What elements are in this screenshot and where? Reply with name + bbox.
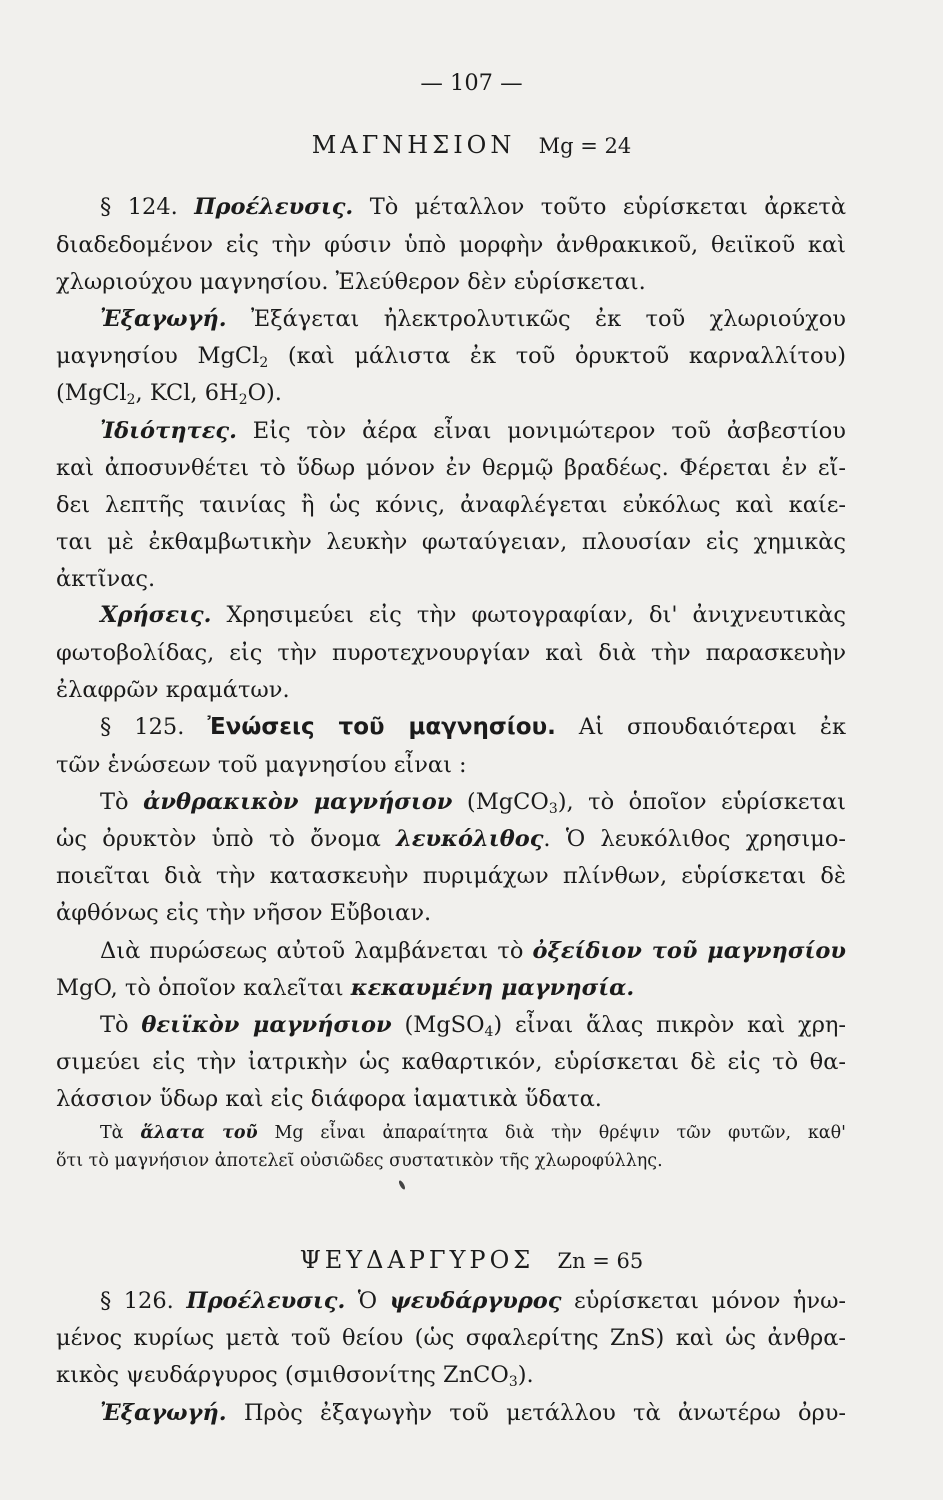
text: Τὸ μέταλλον τοῦτο εὑρίσκεται ἀρκετὰ [369, 194, 847, 220]
zinc-exagogi-line-1 [100, 1402, 846, 1425]
carbonate-line-2 [56, 828, 846, 851]
section-heading-zinc [0, 1248, 943, 1272]
text: Τὸ [100, 1012, 142, 1038]
note-line-2: ὅτι τὸ μαγνήσιον ἀποτελεῖ οὐσιῶδες συστατικὸν τῆς χλωροφύλλης. [56, 1151, 663, 1171]
subheading: Ἰδιότητες. [100, 418, 237, 444]
carbonate-line-3: ποιεῖται διὰ τὴν κατασκευὴν πυριμάχων πλίνθων, εὑρίσκεται δὲ [56, 863, 846, 889]
text: ὡς ὀρυκτὸν ὑπὸ τὸ ὄνομα [56, 826, 397, 852]
text: Ἐξάγεται ἠλεκτρολυτικῶς ἐκ τοῦ χλωριούχου [251, 306, 846, 332]
paragraph-124-line-2: διαδεδομένον εἰς τὴν φύσιν ὑπὸ μορφὴν ἀνθρακικοῦ, θειϊκοῦ καὶ [56, 232, 846, 258]
chriseis-line-2: φωτοβολίδας, εἰς τὴν πυροτεχνουργίαν καὶ διὰ τὴν παρασκευὴν [56, 640, 846, 666]
text: Τὸ [100, 789, 144, 815]
term: ὀξείδιον τοῦ μαγνησίου [532, 938, 846, 964]
text: (MgCO [466, 789, 549, 815]
subscript: 3 [508, 1374, 518, 1391]
idiotites-line-5: ἀκτῖνας. [56, 566, 156, 592]
term: θειϊκὸν μαγνήσιον [141, 1012, 392, 1038]
text: Mg εἶναι ἀπαραίτητα διὰ τὴν θρέψιν τῶν φυτῶν, καθ' [274, 1123, 846, 1143]
ink-speck [398, 1180, 406, 1191]
exagogi-line-2 [56, 343, 846, 372]
oxide-line-2 [56, 977, 846, 1000]
text: κικὸς ψευδάργυρος (σμιθσονίτης ZnCO [56, 1362, 509, 1388]
subheading: Ἐνώσεις τοῦ μαγνησίου. [207, 714, 556, 740]
term: ψευδάργυρος [389, 1288, 562, 1314]
subscript: 2 [259, 355, 269, 372]
text: (MgSO [404, 1012, 485, 1038]
text: μαγνησίου MgCl [56, 343, 260, 369]
idiotites-line-2: καὶ ἀποσυνθέτει τὸ ὕδωρ μόνον ἐν θερμῷ βραδέως. Φέρεται ἐν εἴ- [56, 455, 846, 481]
section-heading-magnesium [0, 133, 943, 157]
chriseis-line-1 [100, 604, 846, 627]
subscript: 2 [238, 392, 248, 409]
paragraph-126-line-1 [100, 1290, 846, 1313]
text: ) εἶναι ἅλας πικρὸν καὶ χρη- [493, 1012, 847, 1038]
idiotites-line-3: δει λεπτῆς ταινίας ἢ ὡς κόνις, ἀναφλέγεται εὐκόλως καὶ καίε- [56, 492, 846, 518]
text: Διὰ πυρώσεως αὐτοῦ λαμβάνεται τὸ [100, 938, 533, 964]
section-number: § 125. [100, 714, 185, 740]
paragraph-125-line-1 [100, 716, 846, 739]
text: Πρὸς ἐξαγωγὴν τοῦ μετάλλου τὰ ἀνωτέρω ὀρυ- [243, 1400, 846, 1426]
subscript: 3 [548, 801, 558, 818]
sulfate-line-1 [100, 1012, 847, 1041]
text: Τὰ [100, 1123, 141, 1143]
text: . Ὁ λευκόλιθος χρησιμο- [543, 826, 846, 852]
oxide-line-1 [100, 940, 846, 963]
note-line-1 [100, 1125, 846, 1143]
text: εὑρίσκεται μόνον ἡνω- [561, 1288, 847, 1314]
paragraph-124-line-1 [100, 196, 846, 219]
heading-formula: Mg = 24 [538, 134, 632, 158]
term: λευκόλιθος [396, 826, 544, 852]
text: Χρησιμεύει εἰς τὴν φωτογραφίαν, δι' ἀνιχνευτικὰς [226, 602, 847, 628]
heading-title: ΜΑΓΝΗΣΙΟΝ [311, 131, 516, 159]
text: (MgCl [56, 380, 127, 406]
section-number: § 126. [100, 1288, 174, 1314]
term: ἀνθρακικὸν μαγνήσιον [143, 789, 453, 815]
exagogi-line-1 [100, 308, 846, 331]
sulfate-line-3: λάσσιον ὕδωρ καὶ εἰς διάφορα ἰαματικὰ ὕδατα. [56, 1086, 602, 1112]
term: κεκαυμένη μαγνησία. [350, 975, 635, 1001]
term: ἅλατα τοῦ [140, 1123, 258, 1143]
subheading: Προέλευσις. [194, 194, 354, 220]
section-number: § 124. [100, 194, 178, 220]
text: Αἱ σπουδαιότεραι ἐκ [578, 714, 847, 740]
subheading: Χρήσεις. [100, 602, 212, 628]
carbonate-line-4: ἀφθόνως εἰς τὴν νῆσον Εὔβοιαν. [56, 900, 432, 926]
idiotites-line-1 [100, 420, 846, 443]
paragraph-126-line-2: μένος κυρίως μετὰ τοῦ θείου (ὡς σφαλερίτης ZnS) καὶ ὡς ἀνθρα- [56, 1325, 846, 1351]
text: ). [517, 1362, 534, 1388]
subheading: Ἐξαγωγή. [100, 306, 227, 332]
paragraph-126-line-3 [56, 1362, 846, 1391]
text: Ὁ [345, 1288, 390, 1314]
heading-title: ΨΕΥΔΑΡΓΥΡΟΣ [299, 1246, 535, 1274]
heading-formula: Zn = 65 [557, 1249, 644, 1273]
paragraph-124-line-3: χλωριούχου μαγνησίου. Ἐλεύθερον δὲν εὑρίσκεται. [56, 269, 646, 295]
page-number: — 107 — [420, 70, 523, 96]
text: MgO, τὸ ὁποῖον καλεῖται [56, 975, 351, 1001]
subscript: 2 [126, 392, 136, 409]
exagogi-line-3 [56, 380, 846, 409]
chriseis-line-3: ἐλαφρῶν κραμάτων. [56, 677, 290, 703]
paragraph-125-line-2: τῶν ἑνώσεων τοῦ μαγνησίου εἶναι : [56, 752, 467, 778]
subheading: Ἐξαγωγή. [100, 1400, 227, 1426]
sulfate-line-2: σιμεύει εἰς τὴν ἰατρικὴν ὡς καθαρτικόν, εὑρίσκεται δὲ εἰς τὸ θα- [56, 1049, 846, 1075]
subheading: Προέλευσις. [186, 1288, 346, 1314]
text: ), τὸ ὁποῖον εὑρίσκεται [557, 789, 846, 815]
carbonate-line-1 [100, 789, 846, 818]
idiotites-line-4: ται μὲ ἐκθαμβωτικὴν λευκὴν φωταύγειαν, πλουσίαν εἰς χημικὰς [56, 529, 846, 555]
text: Εἰς τὸν ἀέρα εἶναι μονιμώτερον τοῦ ἀσβεστίου [252, 418, 846, 444]
text: , KCl, 6H [135, 380, 239, 406]
text: O). [247, 380, 282, 406]
subscript: 4 [484, 1024, 494, 1041]
text: (καὶ μάλιστα ἐκ τοῦ ὀρυκτοῦ καρναλλίτου) [287, 343, 846, 369]
